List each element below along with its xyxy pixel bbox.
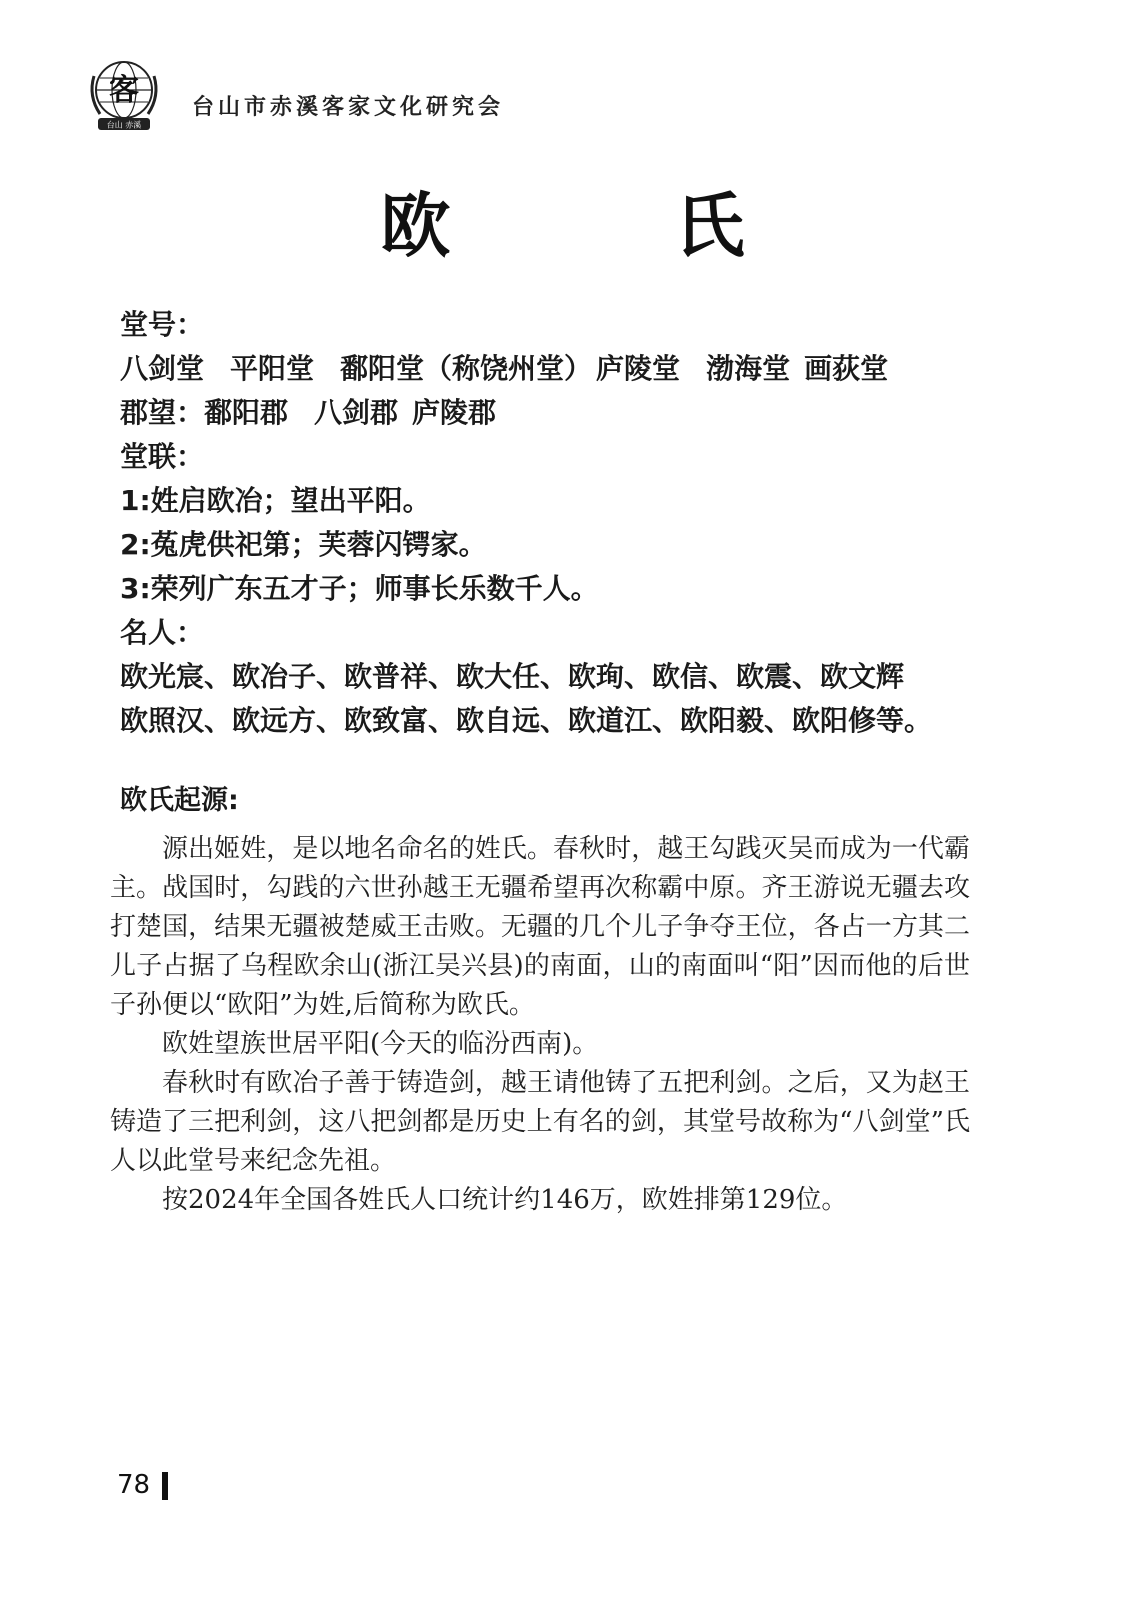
famous-people-line: 欧照汉、欧远方、欧致富、欧自远、欧道江、欧阳毅、欧阳修等。 <box>120 704 933 737</box>
couplet-line: 1:姓启欧冶；望出平阳。 <box>120 484 431 517</box>
hall-name: 鄱阳堂（称饶州堂） <box>340 352 593 385</box>
hall-name: 渤海堂 <box>706 352 791 385</box>
page-title: 欧 氏 <box>380 184 845 267</box>
famous-label: 名人： <box>120 616 205 649</box>
hall-name: 平阳堂 <box>230 352 315 385</box>
hall-name: 八剑堂 <box>120 352 205 385</box>
hall-name: 庐陵堂 <box>596 352 681 385</box>
surname-info-block <box>120 303 1080 743</box>
page-number-bar <box>162 1472 168 1500</box>
origin-paragraph: 源出姬姓，是以地名命名的姓氏。春秋时，越王勾践灭吴而成为一代霸主。战国时，勾践的六世孙越王无疆希望再次称霸中原。齐王游说无疆去攻打楚国，结果无疆被楚威王击败。无疆的几个儿子争夺王位，各占一方其二儿子占据了乌程欧余山(浙江吴兴县)的南面，山的南面叫“阳”因而他的后世子孙便以“欧阳”为姓,后简称为欧氏。 <box>110 834 970 1020</box>
page-number: 78 <box>117 1470 151 1500</box>
logo-banner-text: 台山 赤溪 <box>106 120 142 130</box>
svg-text:客: 客 <box>109 73 139 108</box>
origin-paragraph: 按2024年全国各姓氏人口统计约146万，欧姓排第129位。 <box>162 1185 848 1215</box>
famous-people-line: 欧光宸、欧冶子、欧普祥、欧大任、欧珣、欧信、欧震、欧文辉 <box>120 660 905 693</box>
hall-name: 画荻堂 <box>804 352 889 385</box>
couplet-line: 3:荣列广东五才子；师事长乐数千人。 <box>120 572 599 605</box>
couplet-line: 2:菟虎供祀第；芙蓉闪锷家。 <box>120 528 487 561</box>
organization-name: 台山市赤溪客家文化研究会 <box>192 94 505 120</box>
hall-names-line <box>120 347 1080 391</box>
commandery-name: 庐陵郡 <box>412 396 497 429</box>
hall-label: 堂号： <box>120 308 205 341</box>
origin-paragraph: 欧姓望族世居平阳(今天的临汾西南)。 <box>162 1029 599 1059</box>
commandery-label: 郡望： <box>120 396 205 429</box>
couplet-label: 堂联： <box>120 440 205 473</box>
origin-body <box>110 830 970 1220</box>
commandery-name: 八剑郡 <box>314 396 399 429</box>
commandery-name: 鄱阳郡 <box>204 396 289 429</box>
origin-paragraph: 春秋时有欧冶子善于铸造剑，越王请他铸了五把利剑。之后，又为赵王铸造了三把利剑，这八把剑都是历史上有名的剑，其堂号故称为“八剑堂”氏人以此堂号来纪念先祖。 <box>110 1068 970 1176</box>
commandery-line <box>120 391 1080 435</box>
origin-heading: 欧氏起源: <box>120 785 239 816</box>
society-logo-emblem <box>86 56 162 136</box>
